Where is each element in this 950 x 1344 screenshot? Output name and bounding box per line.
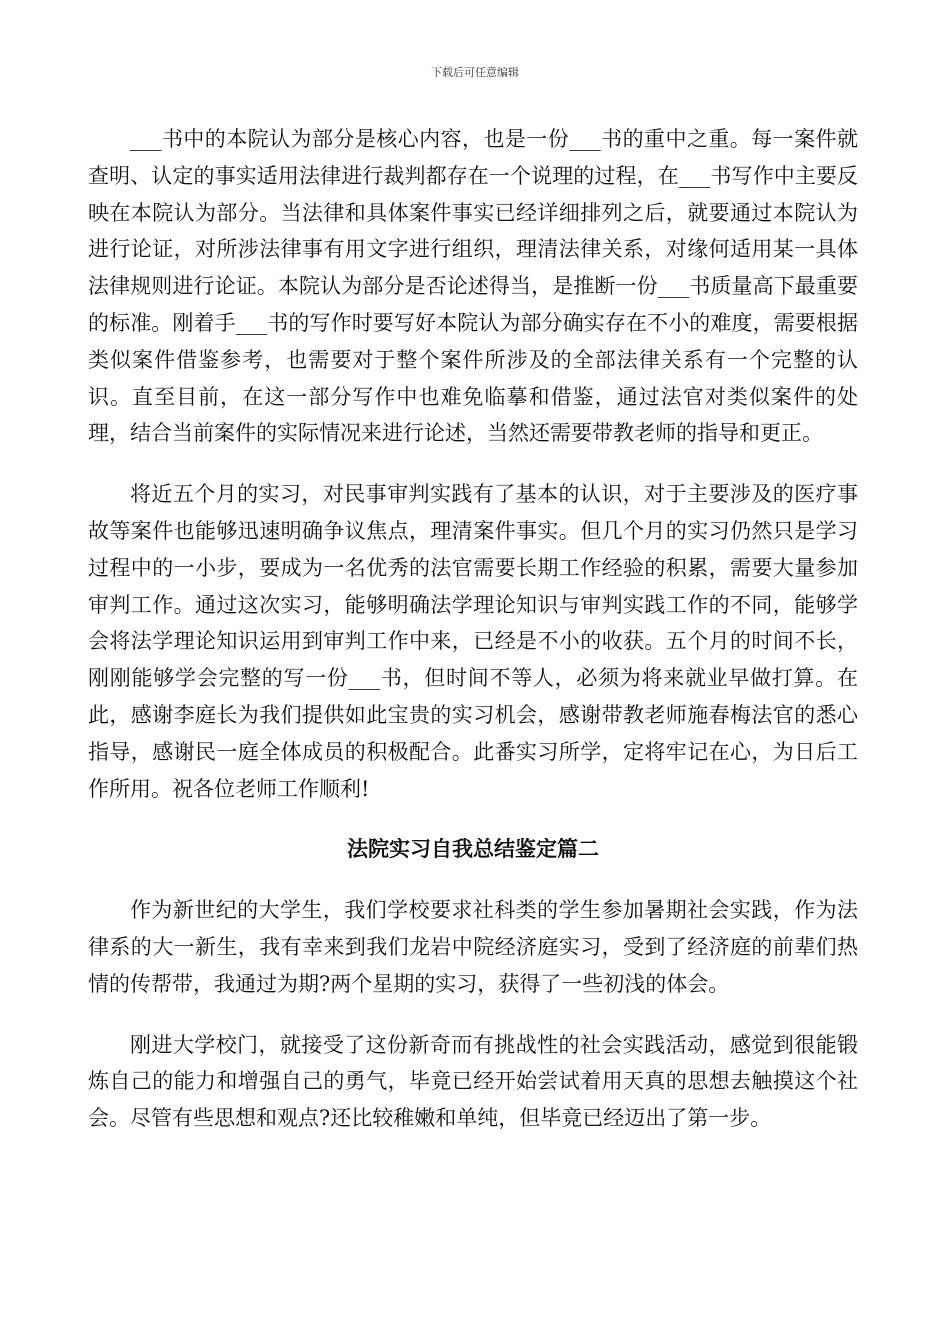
section-title: 法院实习自我总结鉴定篇二 <box>347 836 599 862</box>
paragraph-4: 刚进大学校门，就接受了这份新奇而有挑战性的社会实践活动，感觉到很能锻炼自己的能力和增强自己的勇气，毕竟已经开始尝试着用天真的思想去触摸这个社会。尽管有些思想和观点?还比较稚嫩和单纯，但毕竟已经迈出了第一步。 <box>88 1032 858 1131</box>
paragraph-1: ___书中的本院认为部分是核心内容，也是一份___书的重中之重。每一案件就查明、认定的事实适用法律进行裁判都存在一个说理的过程，在___书写作中主要反映在本院认为部分。当法律和具体案件事实已经详细排列之后，就要通过本院认为进行论证，对所涉法律事有用文字进行组织，理清法律关系，对缘何适用某一具体法律规则进行论证。本院认为部分是否论述得当，是推断一份___书质量高下最重要的标准。刚着手___书的写作时要写好本院认为部分确实存在不小的难度，需要根据类似案件借鉴参考，也需要对于整个案件所涉及的全部法律关系有一个完整的认识。直至目前，在这一部分写作中也难免临摹和借鉴，通过法官对类似案件的处理，结合当前案件的实际情况来进行论述，当然还需要带教老师的指导和更正。 <box>88 127 858 446</box>
document-body <box>88 121 858 1137</box>
paragraph-2: 将近五个月的实习，对民事审判实践有了基本的认识，对于主要涉及的医疗事故等案件也能够迅速明确争议焦点，理清案件事实。但几个月的实习仍然只是学习过程中的一小步，要成为一名优秀的法官需要长期工作经验的积累，需要大量参加审判工作。通过这次实习，能够明确法学理论知识与审判实践工作的不同，能够学会将法学理论知识运用到审判工作中来，已经是不小的收获。五个月的时间不长，刚刚能够学会完整的写一份___书，但时间不等人，必须为将来就业早做打算。在此，感谢李庭长为我们提供如此宝贵的实习机会，感谢带教老师施春梅法官的悉心指导，感谢民一庭全体成员的积极配合。此番实习所学，定将牢记在心，为日后工作所用。祝各位老师工作顺利! <box>88 482 858 801</box>
paragraph-3: 作为新世纪的大学生，我们学校要求社科类的学生参加暑期社会实践，作为法律系的大一新生，我有幸来到我们龙岩中院经济庭实习，受到了经济庭的前辈们热情的传帮带，我通过为期?两个星期的实习，获得了一些初浅的体会。 <box>88 898 858 996</box>
page-header-note: 下载后可任意编辑 <box>431 66 519 79</box>
